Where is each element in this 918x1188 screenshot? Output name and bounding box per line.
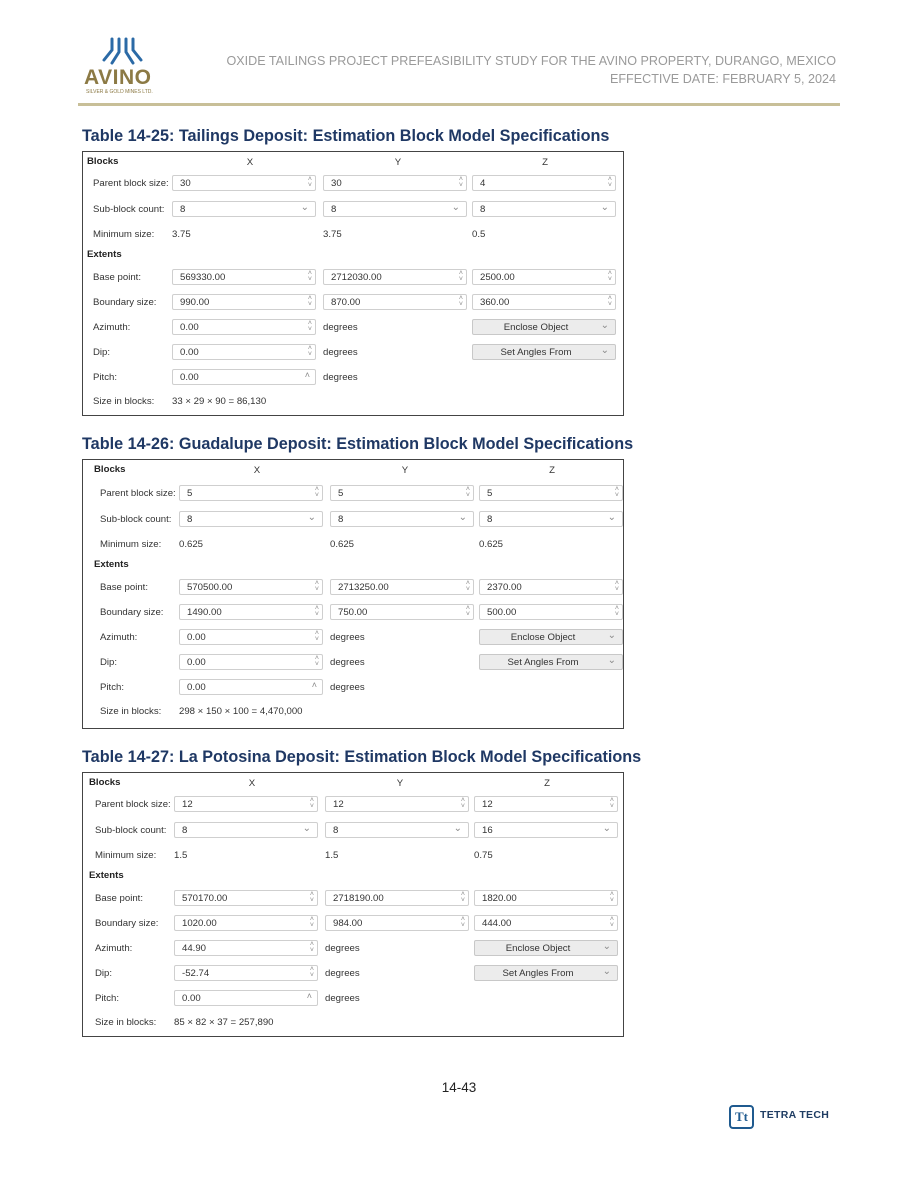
pitch-label: Pitch: bbox=[95, 993, 119, 1004]
field-value: 2713250.00 bbox=[338, 582, 389, 593]
sub-block-count-select-y[interactable] bbox=[325, 822, 469, 838]
chevron-down-icon: ⌄ bbox=[451, 202, 460, 213]
field-value: -52.74 bbox=[182, 968, 210, 979]
column-header-x: X bbox=[253, 465, 261, 476]
boundary-size-label: Boundary size: bbox=[100, 607, 164, 618]
base-point-input-x[interactable] bbox=[172, 269, 316, 285]
base-point-label: Base point: bbox=[95, 893, 144, 904]
parent-block-size-input-z[interactable] bbox=[472, 175, 616, 191]
parent-block-size-input-z[interactable] bbox=[479, 485, 623, 501]
spinner-arrows-icon[interactable]: ˄ ˅ bbox=[307, 320, 312, 333]
spinner-arrows-icon[interactable]: ˄ ˅ bbox=[460, 797, 465, 810]
column-header-z: Z bbox=[544, 778, 550, 789]
extents-section-label: Extents bbox=[87, 249, 122, 260]
chevron-down-icon: ⌄ bbox=[602, 966, 611, 977]
field-value: 2712030.00 bbox=[331, 272, 382, 283]
field-value: 1020.00 bbox=[182, 918, 217, 929]
parent-block-size-input-y[interactable] bbox=[330, 485, 474, 501]
field-value: 8 bbox=[182, 825, 188, 836]
sub-block-count-select-z[interactable] bbox=[474, 822, 618, 838]
spinner-arrows-icon[interactable]: ˄ ˅ bbox=[460, 891, 465, 904]
azimuth-degrees-unit: degrees bbox=[323, 322, 358, 333]
spinner-arrows-icon[interactable]: ˄ ˅ bbox=[607, 176, 612, 189]
set-angles-from-button[interactable] bbox=[474, 965, 618, 981]
boundary-size-input-z[interactable] bbox=[474, 915, 618, 931]
set-angles-from-label: Set Angles From bbox=[507, 657, 579, 668]
azimuth-label: Azimuth: bbox=[100, 632, 138, 643]
spinner-arrows-icon[interactable]: ˄ ˅ bbox=[314, 486, 319, 499]
tetra-tech-wordmark: TETRA TECH bbox=[760, 1109, 830, 1121]
chevron-down-icon: ⌄ bbox=[607, 512, 616, 523]
spinner-arrows-icon[interactable]: ˄ ˅ bbox=[609, 891, 614, 904]
spinner-arrows-icon[interactable]: ˄ ˅ bbox=[307, 270, 312, 283]
minimum-size-value-y: 3.75 bbox=[323, 229, 342, 240]
field-value: 44.90 bbox=[182, 943, 207, 954]
chevron-up-icon[interactable]: ˄ bbox=[304, 370, 310, 380]
blocks-section-label: Blocks bbox=[89, 777, 121, 788]
pitch-input[interactable] bbox=[174, 990, 318, 1006]
pitch-degrees-unit: degrees bbox=[325, 993, 360, 1004]
spinner-arrows-icon[interactable]: ˄ ˅ bbox=[614, 605, 619, 618]
parent-block-size-label: Parent block size: bbox=[95, 799, 171, 810]
parent-block-size-input-x[interactable] bbox=[174, 796, 318, 812]
pitch-input[interactable] bbox=[179, 679, 323, 695]
field-value: 12 bbox=[333, 799, 344, 810]
table-title: Table 14-25: Tailings Deposit: Estimation Block Model Specifications bbox=[82, 127, 610, 145]
spinner-arrows-icon[interactable]: ˄ ˅ bbox=[607, 295, 612, 308]
sub-block-count-select-z[interactable] bbox=[472, 201, 616, 217]
chevron-down-icon: ⌄ bbox=[458, 512, 467, 523]
field-value: 1820.00 bbox=[482, 893, 517, 904]
enclose-object-button[interactable] bbox=[472, 319, 616, 335]
minimum-size-value-x: 0.625 bbox=[179, 539, 204, 550]
spinner-arrows-icon[interactable]: ˄ ˅ bbox=[607, 270, 612, 283]
field-value: 12 bbox=[482, 799, 493, 810]
field-value: 870.00 bbox=[331, 297, 361, 308]
enclose-object-label: Enclose Object bbox=[503, 322, 569, 333]
spinner-arrows-icon[interactable]: ˄ ˅ bbox=[309, 891, 314, 904]
parent-block-size-input-x[interactable] bbox=[179, 485, 323, 501]
field-value: 5 bbox=[487, 488, 493, 499]
blocks-section-label: Blocks bbox=[87, 156, 119, 167]
extents-section-label: Extents bbox=[89, 870, 124, 881]
spinner-arrows-icon[interactable]: ˄ ˅ bbox=[458, 176, 463, 189]
pitch-label: Pitch: bbox=[100, 682, 124, 693]
minimum-size-value-x: 1.5 bbox=[174, 850, 188, 861]
spinner-arrows-icon[interactable]: ˄ ˅ bbox=[458, 295, 463, 308]
boundary-size-input-x[interactable] bbox=[172, 294, 316, 310]
tetra-tech-logo-icon: Tt bbox=[729, 1105, 754, 1129]
boundary-size-input-z[interactable] bbox=[472, 294, 616, 310]
column-header-y: Y bbox=[394, 157, 402, 168]
azimuth-input[interactable] bbox=[179, 629, 323, 645]
sub-block-count-select-y[interactable] bbox=[330, 511, 474, 527]
chevron-down-icon: ⌄ bbox=[453, 823, 462, 834]
base-point-input-y[interactable] bbox=[325, 890, 469, 906]
field-value: 570170.00 bbox=[182, 893, 228, 904]
field-value: 0.00 bbox=[182, 993, 201, 1004]
base-point-input-x[interactable] bbox=[179, 579, 323, 595]
set-angles-from-label: Set Angles From bbox=[502, 968, 574, 979]
block-model-panel bbox=[82, 151, 624, 416]
boundary-size-input-y[interactable] bbox=[330, 604, 474, 620]
logo-wordmark: AVINO bbox=[84, 66, 152, 89]
parent-block-size-input-x[interactable] bbox=[172, 175, 316, 191]
spinner-arrows-icon[interactable]: ˄ ˅ bbox=[465, 605, 470, 618]
minimum-size-label: Minimum size: bbox=[100, 539, 162, 550]
field-value: 16 bbox=[482, 825, 493, 836]
spinner-arrows-icon[interactable]: ˄ ˅ bbox=[309, 916, 314, 929]
field-value: 0.00 bbox=[187, 657, 206, 668]
field-value: 2500.00 bbox=[480, 272, 515, 283]
boundary-size-label: Boundary size: bbox=[95, 918, 159, 929]
base-point-input-z[interactable] bbox=[474, 890, 618, 906]
azimuth-input[interactable] bbox=[172, 319, 316, 335]
blocks-section-label: Blocks bbox=[94, 464, 126, 475]
column-header-y: Y bbox=[401, 465, 409, 476]
field-value: 0.00 bbox=[180, 322, 199, 333]
parent-block-size-label: Parent block size: bbox=[93, 178, 169, 189]
column-header-x: X bbox=[248, 778, 256, 789]
spinner-arrows-icon[interactable]: ˄ ˅ bbox=[314, 655, 319, 668]
dip-input[interactable] bbox=[174, 965, 318, 981]
boundary-size-input-z[interactable] bbox=[479, 604, 623, 620]
field-value: 30 bbox=[331, 178, 342, 189]
boundary-size-input-x[interactable] bbox=[179, 604, 323, 620]
field-value: 0.00 bbox=[187, 682, 206, 693]
base-point-input-z[interactable] bbox=[472, 269, 616, 285]
field-value: 0.00 bbox=[187, 632, 206, 643]
spinner-arrows-icon[interactable]: ˄ ˅ bbox=[465, 486, 470, 499]
spinner-arrows-icon[interactable]: ˄ ˅ bbox=[307, 176, 312, 189]
spinner-arrows-icon[interactable]: ˄ ˅ bbox=[309, 941, 314, 954]
sub-block-count-select-x[interactable] bbox=[174, 822, 318, 838]
field-value: 8 bbox=[487, 514, 493, 525]
enclose-object-label: Enclose Object bbox=[505, 943, 571, 954]
field-value: 990.00 bbox=[180, 297, 210, 308]
base-point-input-z[interactable] bbox=[479, 579, 623, 595]
size-in-blocks-value: 298 × 150 × 100 = 4,470,000 bbox=[179, 706, 303, 717]
chevron-down-icon: ⌄ bbox=[600, 345, 609, 356]
minimum-size-value-y: 1.5 bbox=[325, 850, 339, 861]
chevron-down-icon: ⌄ bbox=[602, 941, 611, 952]
parent-block-size-label: Parent block size: bbox=[100, 488, 176, 499]
field-value: 30 bbox=[180, 178, 191, 189]
sub-block-count-select-x[interactable] bbox=[179, 511, 323, 527]
field-value: 500.00 bbox=[487, 607, 517, 618]
table-title: Table 14-26: Guadalupe Deposit: Estimation Block Model Specifications bbox=[82, 435, 634, 453]
table-title: Table 14-27: La Potosina Deposit: Estimation Block Model Specifications bbox=[82, 748, 642, 766]
sub-block-count-label: Sub-block count: bbox=[93, 204, 165, 215]
sub-block-count-select-x[interactable] bbox=[172, 201, 316, 217]
column-header-x: X bbox=[246, 157, 254, 168]
minimum-size-value-y: 0.625 bbox=[330, 539, 355, 550]
field-value: 570500.00 bbox=[187, 582, 233, 593]
boundary-size-input-x[interactable] bbox=[174, 915, 318, 931]
chevron-down-icon: ⌄ bbox=[302, 823, 311, 834]
spinner-arrows-icon[interactable]: ˄ ˅ bbox=[609, 797, 614, 810]
chevron-down-icon: ⌄ bbox=[600, 320, 609, 331]
chevron-down-icon: ⌄ bbox=[602, 823, 611, 834]
sub-block-count-label: Sub-block count: bbox=[95, 825, 167, 836]
field-value: 360.00 bbox=[480, 297, 510, 308]
field-value: 1490.00 bbox=[187, 607, 222, 618]
pitch-label: Pitch: bbox=[93, 372, 117, 383]
parent-block-size-input-z[interactable] bbox=[474, 796, 618, 812]
field-value: 8 bbox=[480, 204, 486, 215]
pitch-degrees-unit: degrees bbox=[330, 682, 365, 693]
page-number: 14-43 bbox=[441, 1080, 477, 1095]
base-point-input-y[interactable] bbox=[330, 579, 474, 595]
spinner-arrows-icon[interactable]: ˄ ˅ bbox=[314, 580, 319, 593]
spinner-arrows-icon[interactable]: ˄ ˅ bbox=[460, 916, 465, 929]
column-header-z: Z bbox=[542, 157, 548, 168]
chevron-down-icon: ⌄ bbox=[307, 512, 316, 523]
header-line-2: EFFECTIVE DATE: FEBRUARY 5, 2024 bbox=[609, 71, 836, 86]
field-value: 5 bbox=[187, 488, 193, 499]
base-point-label: Base point: bbox=[100, 582, 149, 593]
field-value: 8 bbox=[187, 514, 193, 525]
minimum-size-value-x: 3.75 bbox=[172, 229, 191, 240]
extents-section-label: Extents bbox=[94, 559, 129, 570]
column-header-y: Y bbox=[396, 778, 404, 789]
chevron-down-icon: ⌄ bbox=[600, 202, 609, 213]
base-point-label: Base point: bbox=[93, 272, 142, 283]
size-in-blocks-value: 85 × 82 × 37 = 257,890 bbox=[174, 1017, 274, 1028]
boundary-size-input-y[interactable] bbox=[323, 294, 467, 310]
enclose-object-button[interactable] bbox=[474, 940, 618, 956]
header-divider bbox=[78, 103, 840, 106]
field-value: 8 bbox=[338, 514, 344, 525]
chevron-up-icon[interactable]: ˄ bbox=[306, 991, 312, 1001]
spinner-arrows-icon[interactable]: ˄ ˅ bbox=[465, 580, 470, 593]
set-angles-from-button[interactable] bbox=[479, 654, 623, 670]
dip-degrees-unit: degrees bbox=[325, 968, 360, 979]
enclose-object-label: Enclose Object bbox=[510, 632, 576, 643]
field-value: 444.00 bbox=[482, 918, 512, 929]
parent-block-size-input-y[interactable] bbox=[325, 796, 469, 812]
azimuth-degrees-unit: degrees bbox=[325, 943, 360, 954]
azimuth-degrees-unit: degrees bbox=[330, 632, 365, 643]
pitch-input[interactable] bbox=[172, 369, 316, 385]
spinner-arrows-icon[interactable]: ˄ ˅ bbox=[307, 345, 312, 358]
size-in-blocks-label: Size in blocks: bbox=[95, 1017, 157, 1028]
chevron-down-icon: ⌄ bbox=[300, 202, 309, 213]
field-value: 8 bbox=[331, 204, 337, 215]
field-value: 5 bbox=[338, 488, 344, 499]
set-angles-from-button[interactable] bbox=[472, 344, 616, 360]
azimuth-input[interactable] bbox=[174, 940, 318, 956]
spinner-arrows-icon[interactable]: ˄ ˅ bbox=[609, 916, 614, 929]
column-header-z: Z bbox=[549, 465, 555, 476]
field-value: 0.00 bbox=[180, 347, 199, 358]
field-value: 2370.00 bbox=[487, 582, 522, 593]
sub-block-count-select-y[interactable] bbox=[323, 201, 467, 217]
field-value: 2718190.00 bbox=[333, 893, 384, 904]
minimum-size-value-z: 0.75 bbox=[474, 850, 493, 861]
dip-label: Dip: bbox=[93, 347, 111, 358]
dip-label: Dip: bbox=[95, 968, 113, 979]
dip-input[interactable] bbox=[172, 344, 316, 360]
field-value: 8 bbox=[333, 825, 339, 836]
logo-subtitle: SILVER & GOLD MINES LTD. bbox=[86, 89, 153, 95]
block-model-panel bbox=[82, 459, 624, 729]
parent-block-size-input-y[interactable] bbox=[323, 175, 467, 191]
size-in-blocks-label: Size in blocks: bbox=[100, 706, 162, 717]
size-in-blocks-value: 33 × 29 × 90 = 86,130 bbox=[172, 396, 267, 407]
minimum-size-label: Minimum size: bbox=[95, 850, 157, 861]
document-header bbox=[226, 53, 836, 88]
minimum-size-label: Minimum size: bbox=[93, 229, 155, 240]
base-point-input-x[interactable] bbox=[174, 890, 318, 906]
field-value: 569330.00 bbox=[180, 272, 226, 283]
spinner-arrows-icon[interactable]: ˄ ˅ bbox=[614, 580, 619, 593]
header-line-1: OXIDE TAILINGS PROJECT PREFEASIBILITY STUDY FOR THE AVINO PROPERTY, DURANGO, MEXICO bbox=[226, 54, 836, 68]
spinner-arrows-icon[interactable]: ˄ ˅ bbox=[309, 797, 314, 810]
dip-label: Dip: bbox=[100, 657, 118, 668]
sub-block-count-label: Sub-block count: bbox=[100, 514, 172, 525]
boundary-size-label: Boundary size: bbox=[93, 297, 157, 308]
minimum-size-value-z: 0.5 bbox=[472, 229, 486, 240]
spinner-arrows-icon[interactable]: ˄ ˅ bbox=[309, 966, 314, 979]
field-value: 12 bbox=[182, 799, 193, 810]
spinner-arrows-icon[interactable]: ˄ ˅ bbox=[614, 486, 619, 499]
dip-degrees-unit: degrees bbox=[330, 657, 365, 668]
block-model-panel bbox=[82, 772, 624, 1037]
base-point-input-y[interactable] bbox=[323, 269, 467, 285]
spinner-arrows-icon[interactable]: ˄ ˅ bbox=[458, 270, 463, 283]
sub-block-count-select-z[interactable] bbox=[479, 511, 623, 527]
dip-input[interactable] bbox=[179, 654, 323, 670]
azimuth-label: Azimuth: bbox=[93, 322, 131, 333]
dip-degrees-unit: degrees bbox=[323, 347, 358, 358]
spinner-arrows-icon[interactable]: ˄ ˅ bbox=[314, 605, 319, 618]
spinner-arrows-icon[interactable]: ˄ ˅ bbox=[307, 295, 312, 308]
chevron-down-icon: ⌄ bbox=[607, 630, 616, 641]
chevron-up-icon[interactable]: ˄ bbox=[311, 680, 317, 690]
pitch-degrees-unit: degrees bbox=[323, 372, 358, 383]
enclose-object-button[interactable] bbox=[479, 629, 623, 645]
minimum-size-value-z: 0.625 bbox=[479, 539, 504, 550]
field-value: 984.00 bbox=[333, 918, 363, 929]
field-value: 8 bbox=[180, 204, 186, 215]
spinner-arrows-icon[interactable]: ˄ ˅ bbox=[314, 630, 319, 643]
set-angles-from-label: Set Angles From bbox=[500, 347, 572, 358]
size-in-blocks-label: Size in blocks: bbox=[93, 396, 155, 407]
field-value: 0.00 bbox=[180, 372, 199, 383]
field-value: 750.00 bbox=[338, 607, 368, 618]
azimuth-label: Azimuth: bbox=[95, 943, 133, 954]
boundary-size-input-y[interactable] bbox=[325, 915, 469, 931]
field-value: 4 bbox=[480, 178, 486, 189]
chevron-down-icon: ⌄ bbox=[607, 655, 616, 666]
